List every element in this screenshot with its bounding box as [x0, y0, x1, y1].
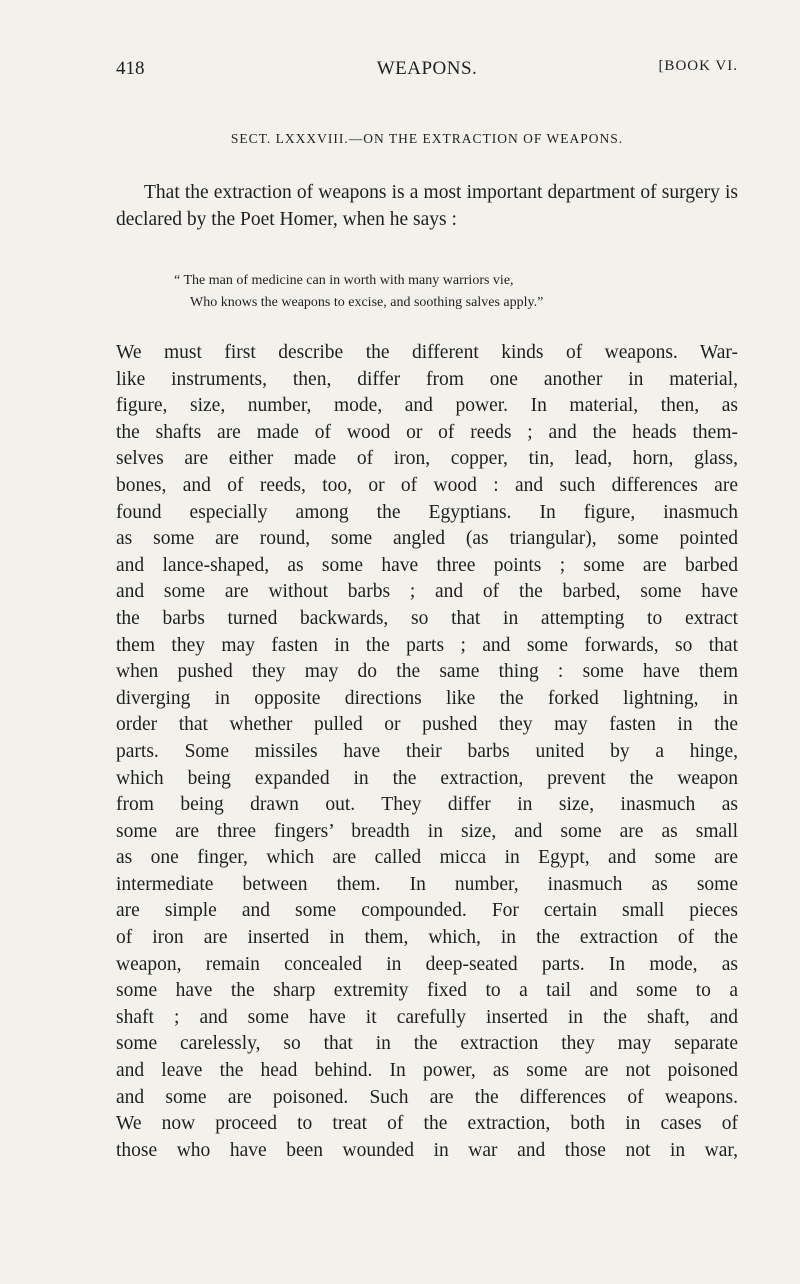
body-line: and leave the head behind. In power, as some are not poisoned: [116, 1060, 738, 1082]
body-line: some have the sharp extremity fixed to a tail and some to a: [116, 980, 738, 1002]
body-line: which being expanded in the extraction, prevent the weapon: [116, 767, 738, 789]
verse-line-2: Who knows the weapons to excise, and soothing salves apply.”: [190, 295, 544, 310]
body-line: bones, and of reeds, too, or of wood : and such differences are: [116, 474, 738, 496]
body-line: them they may fasten in the parts ; and some forwards, so that: [116, 634, 738, 656]
body-line: when pushed they may do the same thing : some have them: [116, 661, 738, 683]
body-line: figure, size, number, mode, and power. In material, then, as: [116, 395, 738, 417]
body-line: weapon, remain concealed in deep-seated parts. In mode, as: [116, 953, 738, 975]
page-number: 418: [116, 58, 145, 79]
body-line: those who have been wounded in war and those not in war,: [116, 1139, 738, 1161]
body-line: some carelessly, so that in the extraction they may separate: [116, 1033, 738, 1055]
running-title: WEAPONS.: [376, 58, 478, 79]
body-line: and lance-shaped, as some have three points ; some are barbed: [116, 554, 738, 576]
body-line: intermediate between them. In number, inasmuch as some: [116, 873, 738, 895]
body-line: from being drawn out. They differ in size, inasmuch as: [116, 794, 738, 816]
body-line: of iron are inserted in them, which, in the extraction of the: [116, 927, 738, 949]
body-line: and some are poisoned. Such are the differences of weapons.: [116, 1086, 738, 1108]
book-label: [BOOK VI.: [658, 58, 738, 74]
body-line: diverging in opposite directions like the forked lightning, in: [116, 687, 738, 709]
body-line: like instruments, then, differ from one another in material,: [116, 368, 738, 390]
section-title: SECT. LXXXVIII.—ON THE EXTRACTION OF WEAPONS.: [230, 131, 624, 146]
body-line: order that whether pulled or pushed they may fasten in the: [116, 714, 738, 736]
body-line: shaft ; and some have it carefully inserted in the shaft, and: [116, 1006, 738, 1028]
body-line: and some are without barbs ; and of the barbed, some have: [116, 581, 738, 603]
body-line: the shafts are made of wood or of reeds ; and the heads them-: [116, 421, 738, 443]
body-line: as some are round, some angled (as triangular), some pointed: [116, 528, 738, 550]
intro-paragraph: [116, 180, 738, 233]
body-line: are simple and some compounded. For certain small pieces: [116, 900, 738, 922]
body-line: as one finger, which are called micca in Egypt, and some are: [116, 847, 738, 869]
body-line: found especially among the Egyptians. In figure, inasmuch: [116, 501, 738, 523]
verse-line-1: “ The man of medicine can in worth with many warriors vie,: [174, 273, 514, 288]
body-line: We must first describe the different kinds of weapons. War-: [116, 342, 738, 363]
page-header: [116, 58, 738, 84]
intro-text: That the extraction of weapons is a most important department of surgery is declared by the Poet Homer, when he says :: [116, 182, 738, 230]
body-line: some are three fingers’ breadth in size, and some are as small: [116, 820, 738, 842]
body-line: selves are either made of iron, copper, tin, lead, horn, glass,: [116, 448, 738, 470]
body-line: the barbs turned backwards, so that in attempting to extract: [116, 607, 738, 629]
body-paragraph: [116, 340, 738, 1164]
body-line: parts. Some missiles have their barbs united by a hinge,: [116, 740, 738, 762]
verse-quote: [174, 270, 714, 314]
body-line: We now proceed to treat of the extraction, both in cases of: [116, 1113, 738, 1135]
